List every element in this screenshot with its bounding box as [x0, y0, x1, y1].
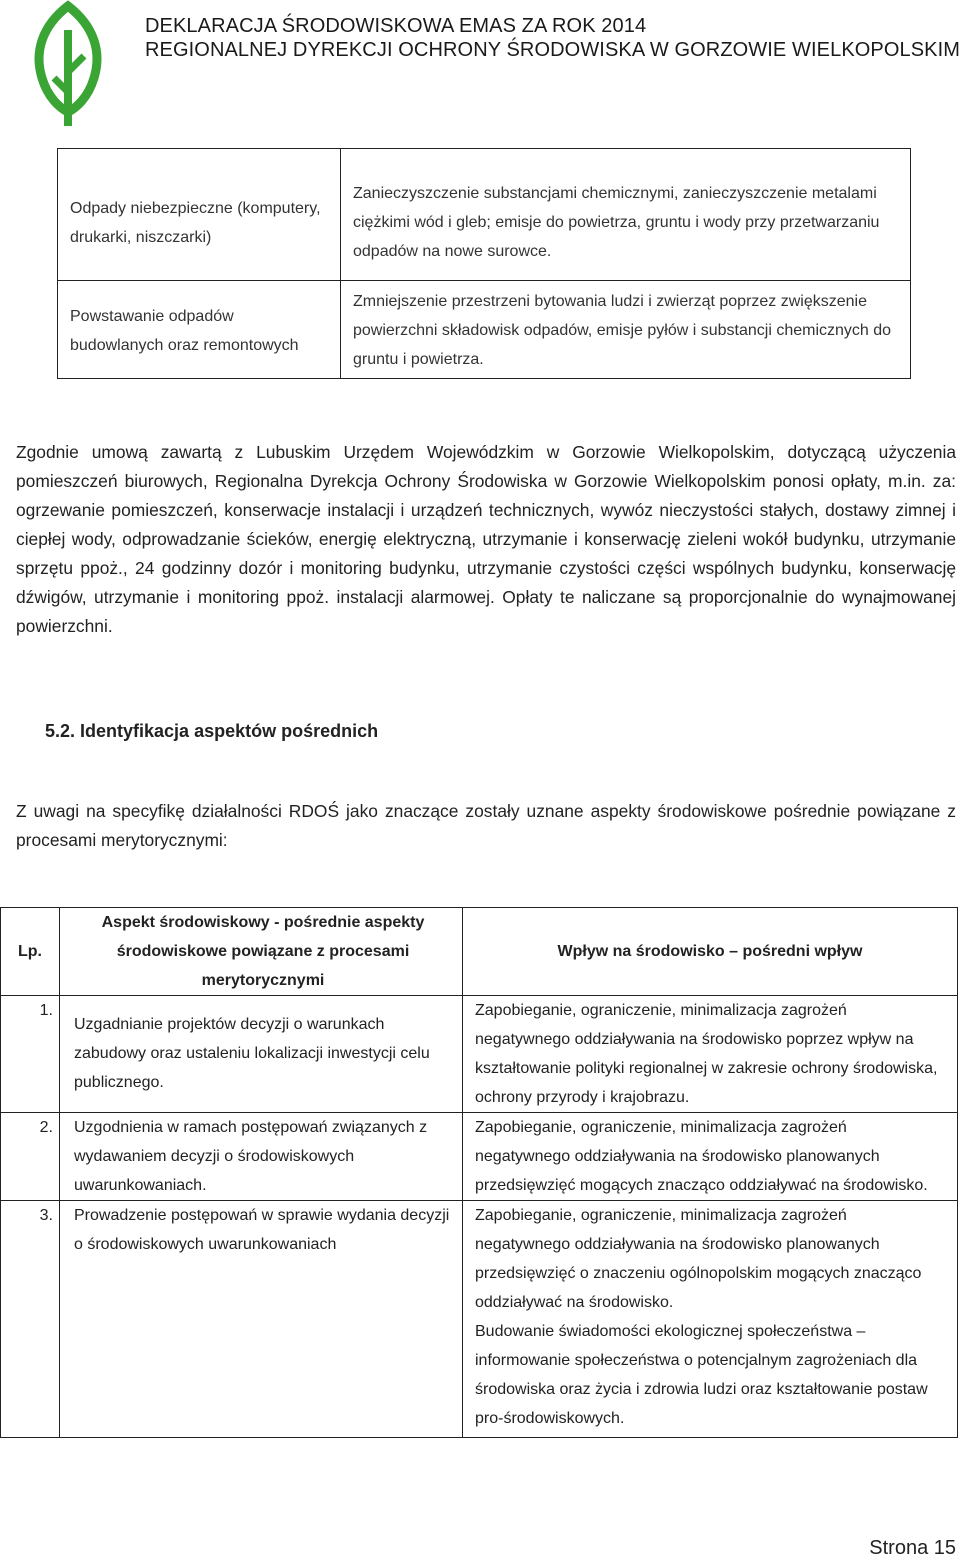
row-number: 2.: [1, 1113, 60, 1201]
waste-type-text: Odpady niebezpieczne (komputery, drukarki, niszczarki): [70, 199, 321, 246]
table-row: [58, 165, 911, 281]
table-cell: [341, 165, 911, 281]
header-title: [145, 14, 960, 62]
page-header: [0, 0, 960, 80]
impact-text: Zmniejszenie przestrzeni bytowania ludzi i zwierząt poprzez zwiększenie powierzchni składowisk odpadów, emisje pyłów i substancji chemicznych do gruntu i powietrza.: [353, 293, 892, 368]
table-row: [58, 149, 911, 166]
impact-cell: [463, 1201, 958, 1438]
header-title-line2: REGIONALNEJ DYREKCJI OCHRONY ŚRODOWISKA W GORZOWIE WIELKOPOLSKIM: [145, 39, 960, 61]
aspect-text: Uzgadnianie projektów decyzji o warunkach zabudowy oraz ustaleniu lokalizacji inwestycji celu publicznego.: [60, 996, 463, 1113]
indirect-aspects-table: [0, 907, 958, 1438]
table-row: [58, 281, 911, 379]
table-cell: [58, 165, 341, 281]
header-lp: Lp.: [1, 908, 60, 996]
waste-type-text: Powstawanie odpadów budowlanych oraz remontowych: [70, 307, 299, 354]
impact-text: Zapobieganie, ograniczenie, minimalizacja zagrożeń negatywnego oddziaływania na środowisko planowanych przedsięwzięć mogących znacząco oddziaływać na środowisko.: [463, 1113, 958, 1201]
table-cell: [58, 149, 341, 166]
section-heading: 5.2. Identyfikacja aspektów pośrednich: [45, 721, 379, 741]
table-row: [1, 1113, 958, 1201]
impact-text: Zanieczyszczenie substancjami chemicznymi, zanieczyszczenie metalami ciężkimi wód i gleb; emisje do powietrza, gruntu i wody przy przetwarzaniu odpadów na nowe surowce.: [353, 185, 880, 260]
header-impact: Wpływ na środowisko – pośredni wpływ: [463, 908, 958, 996]
section-intro: Z uwagi na specyfikę działalności RDOŚ jako znaczące zostały uznane aspekty środowiskowe pośrednie powiązane z procesami merytorycznymi:: [16, 801, 956, 850]
table-cell: [341, 149, 911, 166]
row-number: 3.: [1, 1201, 60, 1438]
leaf-logo-icon: [28, 0, 108, 130]
header-aspect: Aspekt środowiskowy - pośrednie aspekty środowiskowe powiązane z procesami merytorycznymi: [60, 908, 463, 996]
impact-text-awareness: Budowanie świadomości ekologicznej społeczeństwa – informowanie społeczeństwa o potencjalnym zagrożeniach dla środowiska oraz życia i zdrowia ludzi oraz kształtowanie postaw pro-środowiskowych.: [475, 1323, 928, 1427]
table-cell: [58, 281, 341, 379]
header-title-line1: DEKLARACJA ŚRODOWISKOWA EMAS ZA ROK 2014: [145, 15, 647, 37]
impact-text: Zapobieganie, ograniczenie, minimalizacja zagrożeń negatywnego oddziaływania na środowisko poprzez wpływ na kształtowanie polityki regionalnej w zakresie ochrony środowiska, ochrony przyrody i krajobrazu.: [463, 996, 958, 1113]
table-header-row: [1, 908, 958, 996]
aspect-text: Prowadzenie postępowań w sprawie wydania decyzji o środowiskowych uwarunkowaniach: [60, 1201, 463, 1438]
table-row: [1, 996, 958, 1113]
table-row: [1, 1201, 958, 1438]
page-number: Strona 15: [869, 1537, 956, 1559]
waste-impact-table: [57, 148, 911, 379]
row-number: 1.: [1, 996, 60, 1113]
fees-paragraph: Zgodnie umową zawartą z Lubuskim Urzędem Wojewódzkim w Gorzowie Wielkopolskim, dotyczącą użyczenia pomieszczeń biurowych, Regionalna Dyrekcja Ochrony Środowiska w Gorzowie Wielkopolskim ponosi opłaty, m.in. za: ogrzewanie pomieszczeń, konserwacje instalacji i urządzeń technicznych, wywóz nieczystości stałych, dostawy zimnej i ciepłej wody, odprowadzanie ścieków, energię elektryczną, utrzymanie i konserwację zieleni wokół budynku, utrzymanie sprzętu ppoż., 24 godzinny dozór i monitoring budynku, utrzymanie czystości części wspólnych budynku, konserwację dźwigów, utrzymanie i monitoring ppoż. instalacji alarmowej. Opłaty te naliczane są proporcjonalnie do wynajmowanej powierzchni.: [16, 442, 956, 636]
impact-text: Zapobieganie, ograniczenie, minimalizacja zagrożeń negatywnego oddziaływania na środowisko planowanych przedsięwzięć o znaczeniu ogólnopolskim mogących znacząco oddziaływać na środowisko.: [475, 1207, 922, 1311]
aspect-text: Uzgodnienia w ramach postępowań związanych z wydawaniem decyzji o środowiskowych uwarunkowaniach.: [60, 1113, 463, 1201]
table-cell: [341, 281, 911, 379]
